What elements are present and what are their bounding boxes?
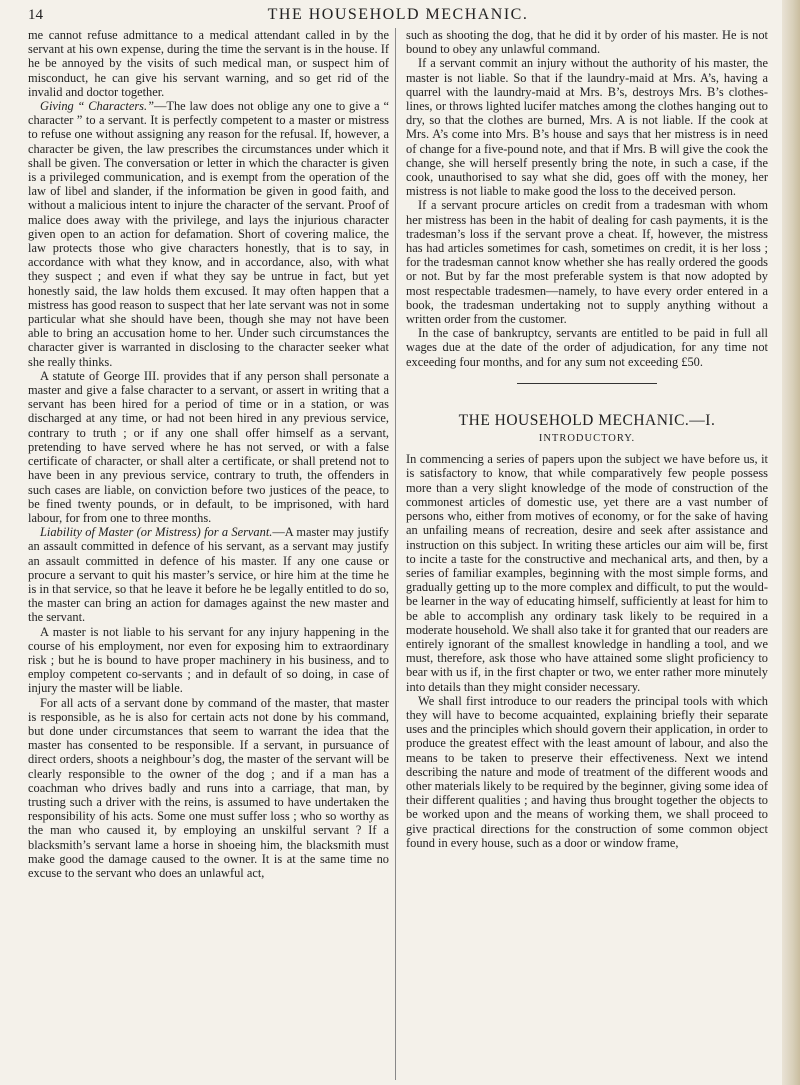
- paragraph: me cannot refuse admittance to a medical attendant called in by the servant at his own expense, during the time the servant is in the house. If he be annoyed by the visits of such medical man, or suspect him of misconduct, he can give his servant warning, and so get rid of the invalid and doctor together.: [28, 28, 389, 99]
- left-column: [28, 28, 396, 1080]
- paragraph: If a servant commit an injury without the authority of his master, the master is not liable. So that if the laundry-maid at Mrs. A’s, having a quarrel with the laundry-maid at Mrs. B’s, destroys Mrs. B’s clothes-lines, or throws lighted lucifer matches among the clothes hanging out to dry, so that the clothes are burned, Mrs. A is not liable. If the cook at Mrs. A’s come into Mrs. B’s house and says that her mistress is in need of change for a five-pound note, and that if Mrs. B will give the cook the change, she will herself presently bring the note, in such a case, if the cook, unauthorised to say what she did, goes off with the money, her mistress is not liable to make good the loss to the deceived person.: [406, 56, 768, 199]
- page-number: 14: [28, 6, 43, 23]
- section-heading: Giving “ Characters.”: [40, 99, 154, 114]
- paragraph: In the case of bankruptcy, servants are entitled to be paid in full all wages due at the date of the order of adjudication, for any time not exceeding four months, and for any sum not exceeding £50.: [406, 326, 768, 369]
- paragraph: We shall first introduce to our readers the principal tools with which they will have to become acquainted, explaining briefly their separate uses and the principles which should govern their application, in order to produce the greatest effect with the least amount of labour, and also the means to be taken to preserve their effectiveness. Next we intend describing the nature and mode of treatment of the different woods and other materials likely to be required by the beginner, giving some idea of their different qualities ; and having thus brought together the objects to be worked upon and the means of working them, we shall proceed to give practical directions for the construction of some common object found in every house, such as a door or window frame,: [406, 693, 768, 850]
- running-title: THE HOUSEHOLD MECHANIC.: [267, 6, 529, 23]
- paragraph: A statute of George III. provides that if any person shall personate a master and give a false character to a servant, or assert in writing that a servant has been hired for a period of time or in a station, or was discharged at any time, or had not been hired in any previous service, contrary to truth ; or if any one shall offer himself as a servant, pretending to have served where he has not served, or with a false certificate of character, or shall alter a certificate, or shall pretend not to have been in any previous service, contrary to truth, the offenders in such cases are liable, on conviction before two justices of the peace, to be fined twenty pounds, or in default, to be imprisoned, with hard labour, for from one to three months.: [28, 368, 389, 525]
- section-divider: [517, 383, 657, 384]
- article-title: THE HOUSEHOLD MECHANIC.—I.: [458, 411, 716, 429]
- paragraph: In commencing a series of papers upon the subject we have before us, it is satisfactory to know, that while comparatively few people possess more than a very slight knowledge of the mode of construction of the commonest articles of domestic use, yet there are a vast number of persons who, either from motives of economy, or for the sake of having an unfailing means of recreation, desire and seek after assistance and instruction on this subject. In writing these articles our aim will be, first to incite a taste for the constructive and mechanical arts, and then, by a series of familiar examples, beginning with the most simple forms, and gradually getting up to the more complex and difficult, to put the would-be learner in the way of educating himself, sufficiently at least for him to be able to accomplish any ordinary task likely to be required in a moderate household. We shall also take it for granted that our readers are entirely ignorant of the smallest knowledge in handling a tool, and we must, therefore, ask those who have attained some slight proficiency to bear with us if, in the first chapter or two, we enter rather more minutely into details than they might consider necessary.: [406, 452, 768, 694]
- running-head: [28, 4, 768, 26]
- paragraph: For all acts of a servant done by command of the master, that master is responsible, as he is also for certain acts not done by his command, but done under circumstances that seem to warrant the idea that the master has consented to be responsible. If a servant, in pursuance of direct orders, shoots a neighbour’s dog, the master of the servant will be clearly responsible to the owner of the dog ; and if a man has a coachman who drives badly and runs into a carriage, that man, by trusting such a driver with the reins, is assumed to have undertaken the responsibility of his acts. Some one must suffer loss ; who so worthy as the man who caused it, by employing an unskilful servant ? If a blacksmith’s servant lame a horse in shoeing him, the blacksmith must make good the damage caused to the owner. It is at the same time no excuse to the servant who does an unlawful act,: [28, 695, 389, 880]
- paragraph: A master is not liable to his servant for any injury happening in the course of his employment, nor even for exposing him to extraordinary risk ; but he is bound to have proper machinery in his business, and to employ competent co-servants ; and in default of so doing, in case of injury the master will be liable.: [28, 624, 389, 696]
- two-column-body: [28, 28, 768, 1080]
- paragraph-text: —The law does not oblige any one to give a “ character ” to a servant. It is perfectly competent to a master or mistress to refuse one without assigning any reason for the refusal. If, however, a character be given, the law prescribes the circumstances under which it shall be given. The conversation or letter in which the character is given is a privileged communication, and is exempt from the operation of the law of libel and slander, if the information be given in good faith, and without a malicious intent to injure the character of the servant. Proof of malice does away with the privilege, and lays the injurious character given open to an action for defamation. Short of covering malice, the law protects those who give characters honestly, that is to say, in accordance with what they know, and in accordance, also, with what they suspect ; and even if what they say be untrue in fact, but yet honestly said, the law holds them excused. It may often happen that a mistress has good reason to suspect that her late servant was not in some particular what she should have been, though she may not have been able to bring an accusation home to her. Under such circumstances the character giver is warranted in disclosing to the character seeker what she really thinks.: [28, 99, 389, 369]
- paragraph: If a servant procure articles on credit from a tradesman with whom her mistress has been in the habit of dealing for cash payments, it is the tradesman’s loss if the servant prove a cheat. If, however, the mistress has had articles sometimes for cash, sometimes on credit, it is her loss ; for the tradesman cannot know whether she has really ordered the goods or not. But by far the most preferable system is that now adopted by most respectable tradesmen—namely, to have every order entered in a book, the tradesman undertaking not to supply anything without a written order from the customer.: [406, 198, 768, 327]
- paragraph: [28, 525, 389, 624]
- right-column: [406, 28, 768, 1080]
- paragraph-text: —A master may justify an assault committed in defence of his servant, as a servant may justify an assault committed in defence of his master. If any one cause or procure a servant to quit his master’s service, or hire him at the time he is in that service, so that he leave it before he be legally entitled to do so, the master can bring an action for damages against the new master and the servant.: [28, 525, 389, 625]
- paragraph: such as shooting the dog, that he did it by order of his master. He is not bound to obey any unlawful command.: [406, 28, 768, 57]
- paragraph: [28, 99, 389, 369]
- article-subtitle: INTRODUCTORY.: [538, 433, 636, 445]
- section-heading: Liability of Master (or Mistress) for a Servant.: [40, 525, 273, 540]
- page-edge: [782, 0, 800, 1085]
